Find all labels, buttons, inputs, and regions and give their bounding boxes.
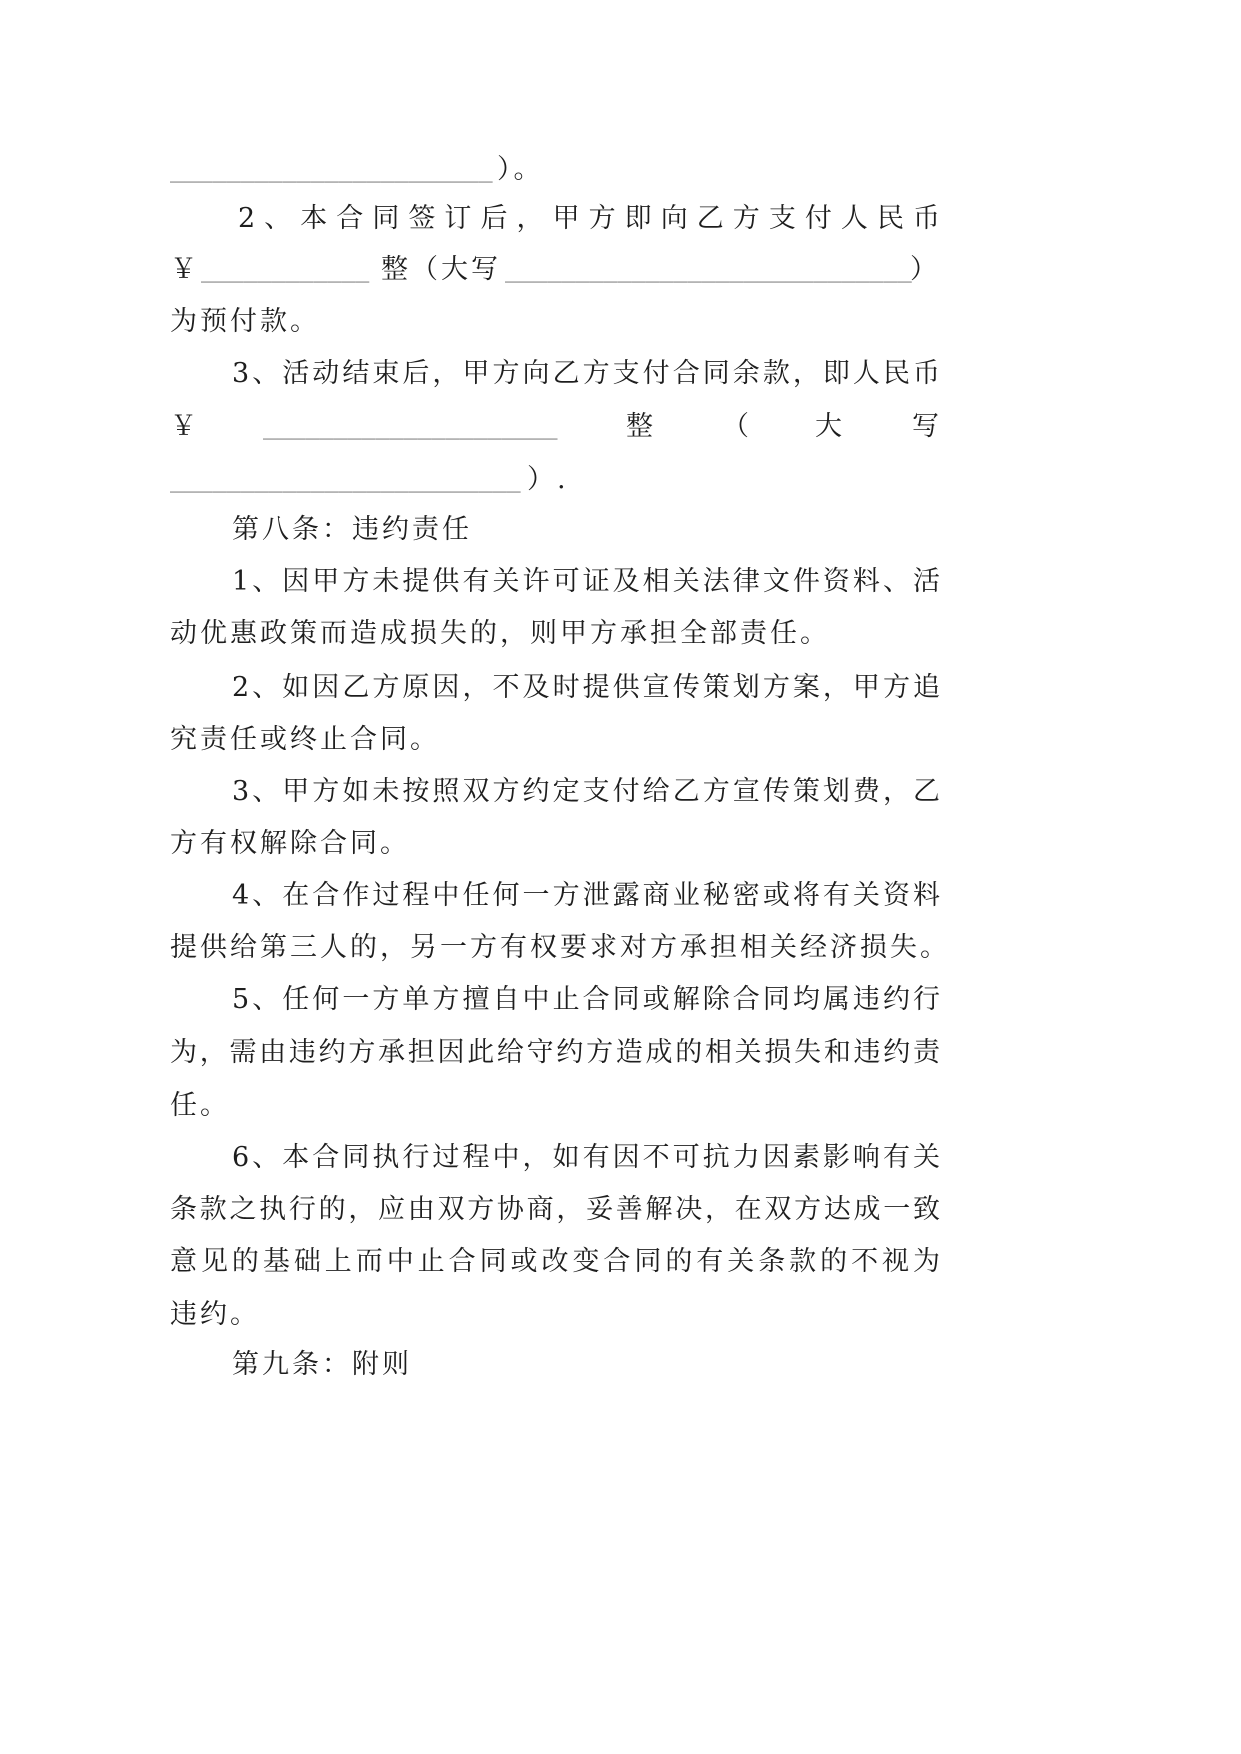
- article-8-item-3-line-2: 方有权解除合同。: [170, 828, 410, 859]
- fee-clause-blank: _______________________: [170, 156, 493, 183]
- payment-2-words-blank: _____________________________: [505, 256, 912, 283]
- article-8-item-1-line-2: 动优惠政策而造成损失的，则甲方承担全部责任。: [170, 618, 830, 649]
- article-8-item-3-line-1: 3、甲方如未按照双方约定支付给乙方宣传策划费，乙: [232, 776, 944, 807]
- payment-3-closing: ）.: [527, 464, 569, 495]
- article-8-item-2-line-2: 究责任或终止合同。: [170, 724, 440, 755]
- payment-2-close-paren: ）: [910, 254, 940, 285]
- payment-3-amount-blank: _____________________: [263, 413, 558, 440]
- article-8-item-6-line-4: 违约。: [170, 1299, 260, 1330]
- article-8-item-5-line-2: 为，需由违约方承担因此给守约方造成的相关损失和违约责: [170, 1037, 943, 1068]
- article-9-heading: 第九条：附则: [232, 1349, 412, 1380]
- article-8-item-6-line-1: 6、本合同执行过程中，如有因不可抗力因素影响有关: [232, 1142, 944, 1173]
- article-8-item-1-line-1: 1、因甲方未提供有关许可证及相关法律文件资料、活: [232, 566, 944, 597]
- payment-2-line-1: 2、本合同签订后，甲方即向乙方支付人民币: [238, 203, 950, 234]
- article-8-item-5-line-1: 5、任何一方单方擅自中止合同或解除合同均属违约行: [232, 984, 944, 1015]
- payment-3-zheng: 整: [626, 411, 656, 442]
- article-8-item-4-line-1: 4、在合作过程中任何一方泄露商业秘密或将有关资料: [232, 880, 944, 911]
- payment-2-uppercase-label: 整（大写: [381, 254, 501, 285]
- payment-3-words-blank: _________________________: [170, 466, 521, 493]
- payment-2-line-3: 为预付款。: [170, 306, 320, 337]
- payment-3-da: 大: [815, 411, 845, 442]
- article-8-item-2-line-1: 2、如因乙方原因，不及时提供宣传策划方案，甲方追: [232, 672, 944, 703]
- article-8-item-6-line-3: 意见的基础上而中止合同或改变合同的有关条款的不视为: [170, 1246, 944, 1277]
- fee-clause-closing: ）。: [497, 154, 544, 185]
- article-8-item-4-line-2: 提供给第三人的，另一方有权要求对方承担相关经济损失。: [170, 932, 950, 963]
- payment-3-open-paren: （: [722, 411, 752, 442]
- payment-2-amount-blank: ____________: [201, 256, 370, 283]
- payment-3-xie: 写: [912, 411, 942, 442]
- article-8-heading: 第八条：违约责任: [232, 514, 472, 545]
- article-8-item-6-line-2: 条款之执行的，应由双方协商，妥善解决，在双方达成一致: [170, 1194, 943, 1225]
- payment-3-line-1: 3、活动结束后，甲方向乙方支付合同余款，即人民币: [232, 358, 944, 389]
- payment-3-currency-symbol: ￥: [170, 411, 200, 442]
- article-8-item-5-line-3: 任。: [170, 1090, 230, 1121]
- payment-2-currency-symbol: ￥: [170, 254, 200, 285]
